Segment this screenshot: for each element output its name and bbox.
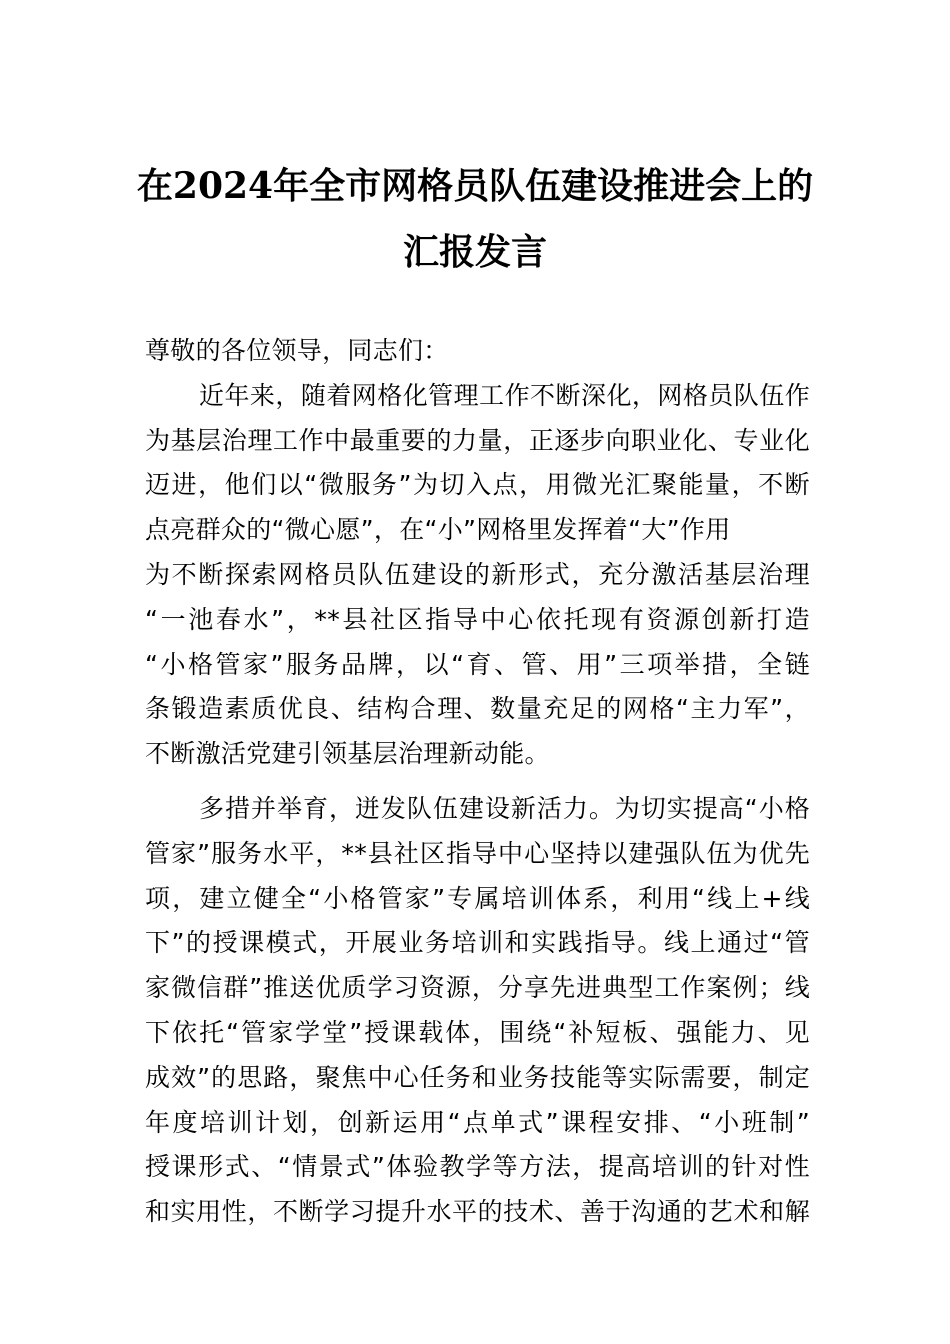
paragraph-line: 管家”服务水平，**县社区指导中心坚持以建强队伍为优先 (145, 838, 810, 868)
paragraph-line: 迈进，他们以“微服务”为切入点，用微光汇聚能量，不断 (145, 470, 810, 500)
paragraph-line: 为不断探索网格员队伍建设的新形式，充分激活基层治理 (145, 559, 810, 589)
paragraph-line: 授课形式、“情景式”体验教学等方法，提高培训的针对性 (145, 1152, 810, 1182)
paragraph-line: 条锻造素质优良、结构合理、数量充足的网格“主力军”， (145, 694, 810, 724)
paragraph-line: 为基层治理工作中最重要的力量，正逐步向职业化、专业化 (145, 425, 810, 455)
paragraph-line: 点亮群众的“微心愿”，在“小”网格里发挥着“大”作用 (145, 515, 731, 545)
paragraph-line: 成效”的思路，聚焦中心任务和业务技能等实际需要，制定 (145, 1062, 810, 1092)
paragraph-line: 下”的授课模式，开展业务培训和实践指导。线上通过“管 (145, 928, 810, 958)
document-body (145, 329, 810, 1235)
document-title-line-1: 在2024年全市网格员队伍建设推进会上的 (136, 165, 814, 207)
paragraph-2 (145, 787, 810, 1235)
paragraph-spacer (145, 777, 810, 787)
paragraph-1 (145, 374, 810, 777)
paragraph-line: 不断激活党建引领基层治理新动能。 (145, 739, 550, 769)
paragraph-line: 家微信群”推送优质学习资源，分享先进典型工作案例；线 (145, 973, 810, 1003)
document-title-line-2: 汇报发言 (402, 231, 547, 273)
paragraph-line: “一池春水”，**县社区指导中心依托现有资源创新打造 (145, 604, 810, 634)
paragraph-line: 项，建立健全“小格管家”专属培训体系，利用“线上+线 (145, 883, 810, 913)
paragraph-line: 年度培训计划，创新运用“点单式”课程安排、“小班制” (145, 1107, 810, 1137)
paragraph-line: “小格管家”服务品牌，以“育、管、用”三项举措，全链 (145, 649, 810, 679)
greeting: 尊敬的各位领导，同志们： (145, 336, 449, 365)
paragraph-line: 下依托“管家学堂”授课载体，围绕“补短板、强能力、见 (145, 1017, 810, 1047)
paragraph-line: 多措并举育，迸发队伍建设新活力。为切实提高“小格 (199, 793, 810, 823)
paragraph-line: 近年来，随着网格化管理工作不断深化，网格员队伍作 (199, 380, 810, 410)
paragraph-line: 和实用性，不断学习提升水平的技术、善于沟通的艺术和解 (145, 1197, 810, 1227)
